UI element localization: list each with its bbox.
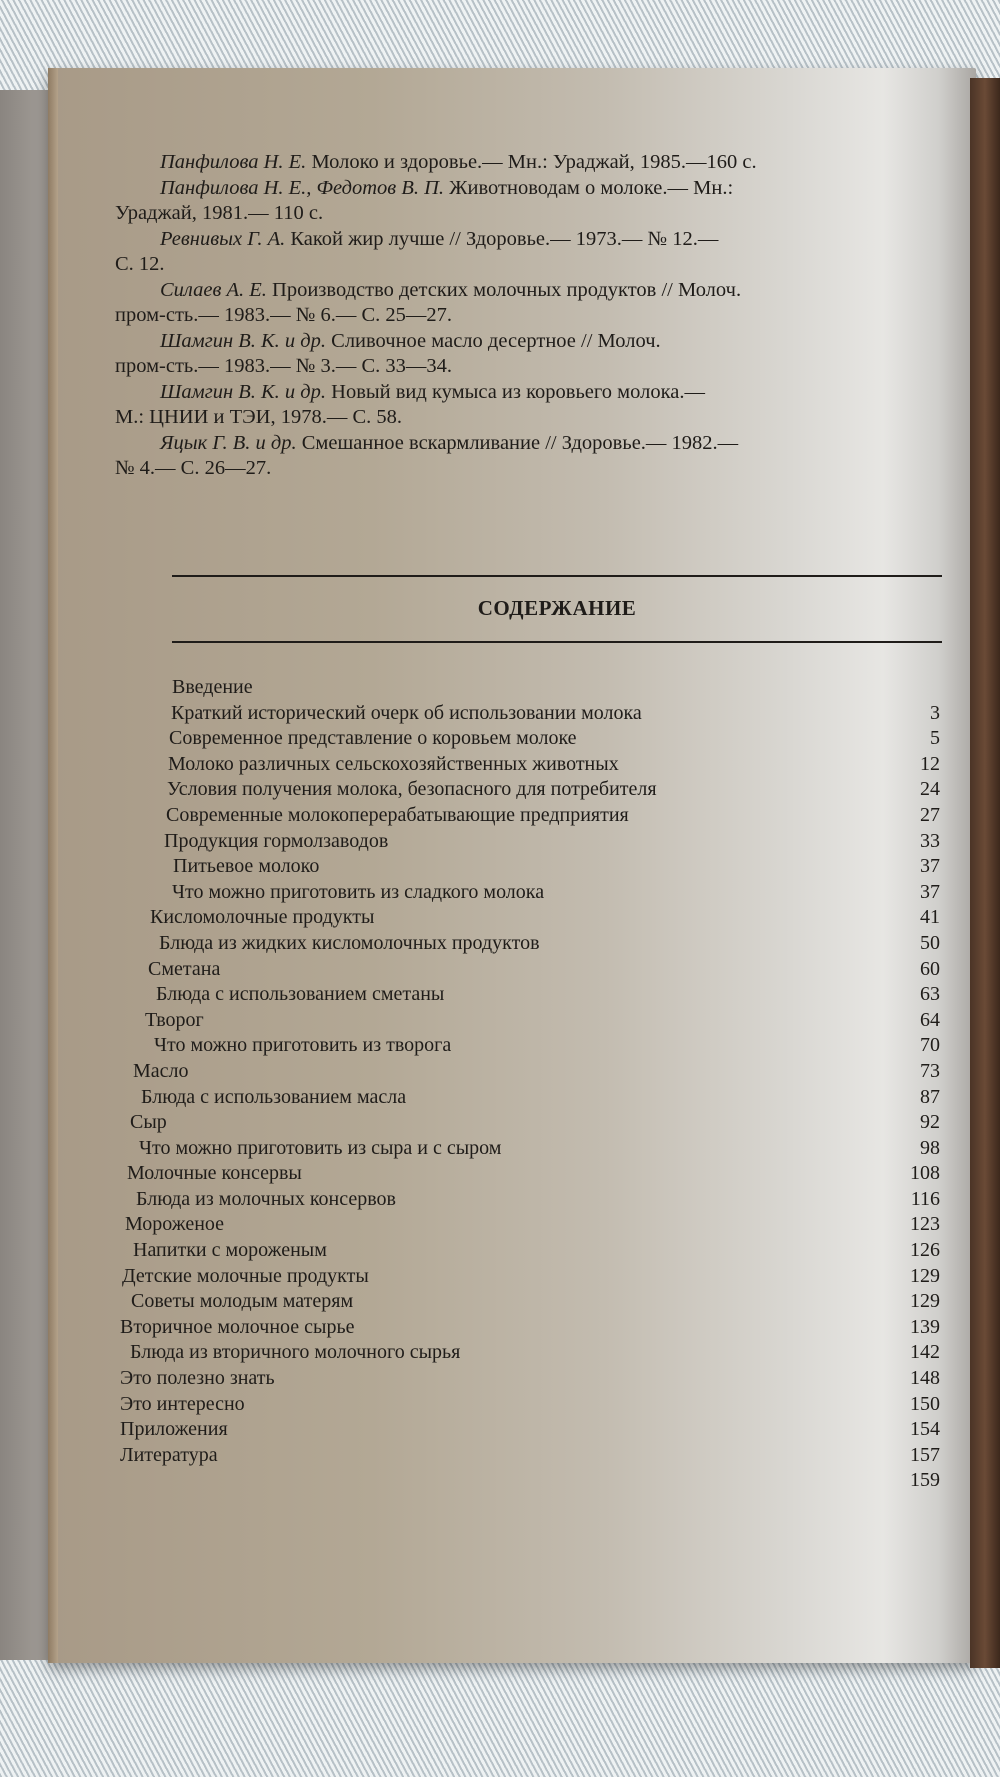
bib-text-cont: М.: ЦНИИ и ТЭИ, 1978.— С. 58. [115,406,403,428]
toc-entry-title: Блюда с использованием сметаны [156,983,445,1006]
toc-entry-title: Что можно приготовить из сладкого молока [172,880,545,903]
toc-entry-title: Творог [145,1008,204,1031]
toc-entry-title: Это интересно [120,1392,245,1415]
bib-author: Силаев А. Е. [160,278,267,301]
toc-entry [120,675,950,701]
toc-page-number: 37 [920,855,940,878]
bib-entry [115,150,950,176]
bib-text: Животноводам о молоке.— Мн.: [444,176,734,199]
bib-text: Смешанное вскармливание // Здоровье.— 1982.— [296,431,739,454]
toc-entry [120,880,950,906]
toc-entry [120,777,950,803]
toc-entry-title: Сметана [148,957,221,980]
toc-page-number: 3 [930,701,940,724]
toc-entry-title: Блюда из вторичного молочного сырья [130,1341,461,1364]
toc-page-number: 148 [910,1367,940,1390]
toc-entry [120,1212,950,1238]
toc-entry [120,726,950,752]
toc-entry-title: Блюда из молочных консервов [136,1187,396,1210]
toc-entry-title: Что можно приготовить из сыра и с сыром [139,1136,502,1159]
toc-entry-title: Приложения [120,1418,228,1441]
toc-page-number: 63 [920,983,940,1006]
toc-page-number: 60 [920,957,940,980]
toc-entry [120,1238,950,1264]
bib-entry [115,431,950,482]
toc-entry [120,905,950,931]
toc-page-number: 50 [920,931,940,954]
toc-entry-title: Кисломолочные продукты [150,906,375,929]
toc-page-number: 12 [920,752,940,775]
toc-entry [120,1315,950,1341]
bib-text-cont: № 4.— С. 26—27. [115,457,272,479]
toc-entry-title: Современное представление о коровьем молоке [169,727,577,750]
toc-entry-title: Молочные консервы [127,1162,302,1185]
bib-author: Яцык Г. В. и др. [160,431,297,454]
toc-entry [120,1366,950,1392]
bib-author: Шамгин В. К. и др. [160,329,327,352]
toc-header [172,575,942,643]
bibliography [115,150,950,482]
toc-page-number: 139 [910,1315,940,1338]
toc-page-number: 157 [910,1443,940,1466]
toc-entry-title: Современные молокоперерабатывающие предприятия [166,803,629,826]
toc-entry [120,957,950,983]
toc-entry [120,1340,950,1366]
toc-entry-title: Что можно приготовить из творога [154,1034,452,1057]
page-edge [48,68,58,1663]
bottom-rule [172,641,942,643]
toc-page-number: 108 [910,1162,940,1185]
toc-page-number: 33 [920,829,940,852]
toc-entry [120,752,950,778]
toc-page-number: 123 [910,1213,940,1236]
toc-entry [120,829,950,855]
bib-text-cont: С. 12. [115,253,165,275]
table-of-contents [120,675,950,1494]
toc-page-number: 150 [910,1392,940,1415]
toc-entry-title: Масло [133,1059,189,1082]
toc-page-number: 70 [920,1034,940,1057]
toc-page-number: 98 [920,1136,940,1159]
toc-page-number: 5 [930,727,940,750]
toc-entry-title: Блюда с использованием масла [141,1085,407,1108]
toc-entry [120,854,950,880]
bib-author: Ревнивых Г. А. [160,227,286,250]
bib-entry [115,329,950,380]
bib-text: Какой жир лучше // Здоровье.— 1973.— № 12.— [285,227,719,250]
toc-entry [120,982,950,1008]
toc-page-number: 129 [910,1290,940,1313]
bib-entry [115,278,950,329]
toc-entry-title: Условия получения молока, безопасного для потребителя [167,778,657,801]
toc-entry [120,1392,950,1418]
toc-entry-title: Краткий исторический очерк об использовании молока [171,701,642,724]
toc-page-number: 159 [910,1469,940,1492]
toc-entry [120,1443,950,1469]
toc-page-number: 73 [920,1059,940,1082]
toc-entry [120,1161,950,1187]
bib-text: Сливочное масло десертное // Молоч. [326,329,661,352]
toc-page-number: 87 [920,1085,940,1108]
toc-page-number: 129 [910,1264,940,1287]
bib-entry [115,176,950,227]
toc-entry-title: Питьевое молоко [173,855,320,878]
bib-text: Производство детских молочных продуктов // Молоч. [266,278,742,301]
toc-entry [120,1033,950,1059]
bib-text: Новый вид кумыса из коровьего молока.— [326,380,705,403]
bib-author: Панфилова Н. Е., Федотов В. П. [160,176,445,199]
book-spine [970,78,1000,1668]
toc-entry [120,1110,950,1136]
toc-entry [120,1136,950,1162]
toc-page-number: 24 [920,778,940,801]
toc-entry [120,1008,950,1034]
toc-page-number: 142 [910,1341,940,1364]
toc-entry [120,931,950,957]
toc-entry [120,1417,950,1443]
toc-page-number: 37 [920,880,940,903]
toc-entry-title: Советы молодым матерям [131,1290,354,1313]
toc-entry [120,1187,950,1213]
bib-text-cont: Ураджай, 1981.— 110 с. [115,202,324,224]
bib-text-cont: пром-сть.— 1983.— № 6.— С. 25—27. [115,304,453,326]
toc-entry-title: Блюда из жидких кисломолочных продуктов [159,931,540,954]
bib-text: Молоко и здоровье.— Мн.: Ураджай, 1985.—160 с. [306,151,757,173]
toc-page-number: 64 [920,1008,940,1031]
toc-entry-title: Напитки с мороженым [133,1239,327,1262]
toc-entry [120,1085,950,1111]
toc-entry [120,1264,950,1290]
toc-entry-title: Молоко различных сельскохозяйственных животных [168,752,619,775]
toc-page-number: 27 [920,803,940,826]
toc-entry-title: Детские молочные продукты [122,1264,369,1287]
toc-entry [120,1289,950,1315]
bib-author: Панфилова Н. Е. [160,151,307,173]
toc-entry-title: Литература [120,1443,218,1466]
toc-page-number: 116 [910,1187,940,1210]
toc-entry-title: Мороженое [125,1213,225,1236]
toc-page-number [880,675,950,701]
toc-page-number: 92 [920,1111,940,1134]
toc-entry [120,1468,950,1494]
toc-page-number: 41 [920,906,940,929]
toc-entry [120,803,950,829]
toc-page-number: 154 [910,1418,940,1441]
toc-entry-title: Сыр [130,1111,167,1134]
toc-title: СОДЕРЖАНИЕ [477,596,637,620]
toc-entry-title: Это полезно знать [120,1367,275,1390]
toc-entry-title: Вторичное молочное сырье [120,1315,355,1338]
bib-entry [115,227,950,278]
toc-entry-title: Введение [172,676,253,698]
toc-page-number: 126 [910,1239,940,1262]
toc-entry-title: Продукция гормолзаводов [164,829,389,852]
toc-entry [120,701,950,727]
bib-entry [115,380,950,431]
bib-author: Шамгин В. К. и др. [160,380,327,403]
toc-entry [120,1059,950,1085]
bib-text-cont: пром-сть.— 1983.— № 3.— С. 33—34. [115,355,453,377]
